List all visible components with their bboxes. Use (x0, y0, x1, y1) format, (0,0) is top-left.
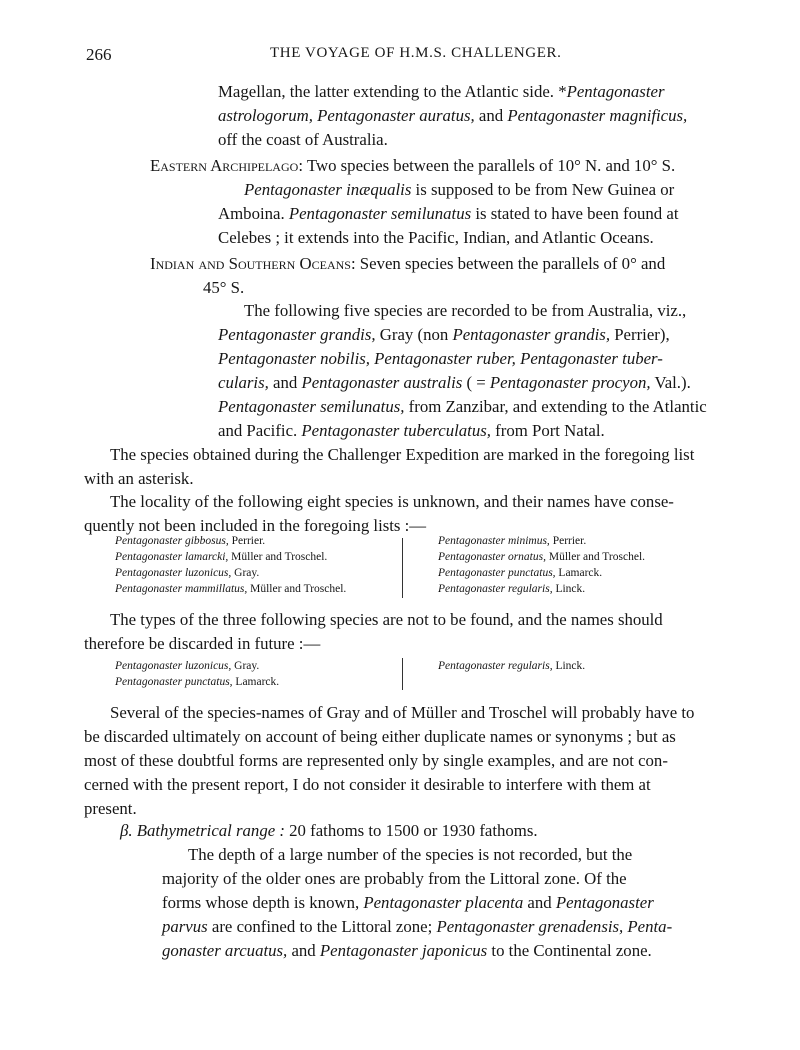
indian-oceans-continuation: 45° S. (203, 278, 245, 297)
table-row: Pentagonaster luzonicus, Gray. (115, 660, 260, 672)
indian-oceans-heading: Indian and Southern Oceans (150, 254, 351, 273)
page-number: 266 (86, 45, 112, 64)
table-row: Pentagonaster luzonicus, Gray. (115, 567, 260, 579)
table-row: Pentagonaster gibbosus, Perrier. (115, 535, 266, 547)
unknown-locality-paragraph: The locality of the following eight species is unknown, and their names have conse- quently not been included in the foregoing lists :— (84, 492, 674, 535)
eastern-archipelago-heading: Eastern Archipelago (150, 156, 299, 175)
table-row: Pentagonaster punctatus, Lamarck. (438, 567, 603, 579)
obtained-paragraph: The species obtained during the Challenger Expedition are marked in the foregoing list with an asterisk. (84, 445, 695, 488)
eastern-archipelago-line: Eastern Archipelago: Two species between the parallels of 10° N. and 10° S. (150, 156, 676, 175)
table-row: Pentagonaster lamarcki, Müller and Troschel. (115, 551, 328, 563)
table-row: Pentagonaster regularis, Linck. (438, 660, 586, 672)
discard-table-right-column (438, 658, 585, 674)
table-row: Pentagonaster punctatus, Lamarck. (115, 676, 280, 688)
bathymetrical-range-heading: β. Bathymetrical range : (120, 821, 285, 840)
types-paragraph: The types of the three following species are not to be found, and the names should therefore be discarded in future :— (84, 610, 663, 653)
discard-table-left-column (115, 658, 279, 690)
table-row: Pentagonaster minimus, Perrier. (438, 535, 587, 547)
column-divider (402, 658, 403, 690)
bathymetrical-range-line: β. Bathymetrical range : 20 fathoms to 1500 or 1930 fathoms. (120, 821, 538, 840)
running-title: THE VOYAGE OF H.M.S. CHALLENGER. (270, 45, 562, 61)
column-divider (402, 538, 403, 598)
table-row: Pentagonaster regularis, Linck. (438, 583, 586, 595)
table-row: Pentagonaster ornatus, Müller and Troschel. (438, 551, 646, 563)
unknown-table-left-column (115, 533, 346, 597)
table-row: Pentagonaster mammillatus, Müller and Troschel. (115, 583, 347, 595)
indian-oceans-paragraph: The following five species are recorded to be from Australia, viz., Pentagonaster grandis, Gray (non Pentagonaster grandis, Perrier), Pentagonaster nobilis, Pentagonaster ruber, Pentagonaster tuber- cularis, and Pentagonaster australis ( = Pentagonaster procyon, Val.). Pentagonaster semilunatus, from Zanzibar, and extending to the Atlantic and Pacific. Pentagonaster tuberculatus, from Port Natal. (218, 301, 707, 440)
eastern-archipelago-paragraph: Pentagonaster inæqualis is supposed to be from New Guinea or Amboina. Pentagonaster semilunatus is stated to have been found at Celebes ; it extends into the Pacific, Indian, and Atlantic Oceans. (218, 180, 679, 247)
bathymetrical-paragraph: The depth of a large number of the species is not recorded, but the majority of the older ones are probably from the Littoral zone. Of the forms whose depth is known, Pentagonaster placenta and Pentagonaster parvus are confined to the Littoral zone; Pentagonaster grenadensis, Penta- gonaster arcuatus, and Pentagonaster japonicus to the Continental zone. (162, 845, 673, 960)
several-paragraph: Several of the species-names of Gray and of Müller and Troschel will probably have to be discarded ultimately on account of being either duplicate names or synonyms ; but as most of these doubtful forms are represented only by single examples, and are not con- cerned with the present report, I do not consider it desirable to interfere with them at present. (84, 703, 695, 818)
magellan-paragraph: Magellan, the latter extending to the Atlantic side. *Pentagonaster astrologorum, Pentagonaster auratus, and Pentagonaster magnificus, off the coast of Australia. (218, 82, 688, 149)
indian-oceans-line: Indian and Southern Oceans: Seven species between the parallels of 0° and (150, 254, 666, 273)
unknown-table-right-column (438, 533, 645, 597)
